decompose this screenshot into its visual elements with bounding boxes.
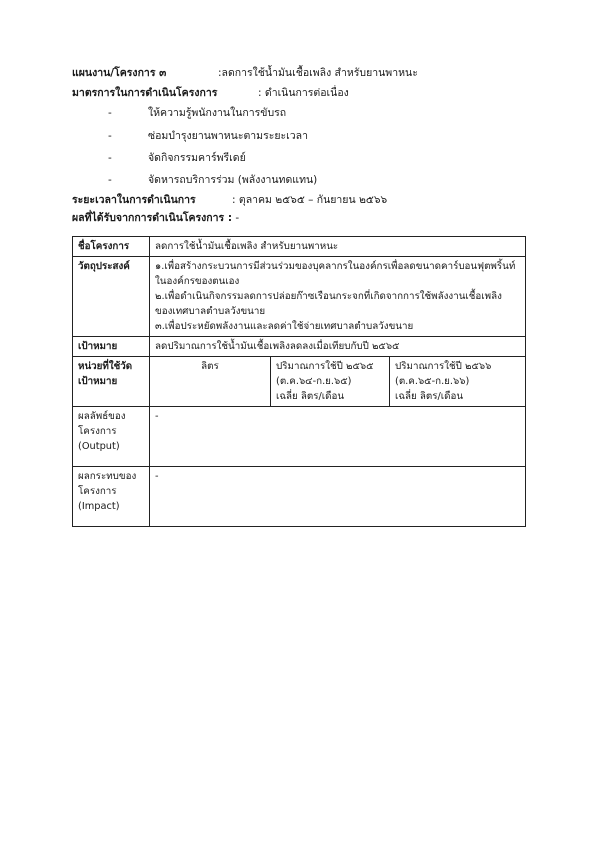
table-row: [73, 257, 526, 337]
bullet-dash: -: [108, 174, 112, 186]
measures-label: มาตรการในการดำเนินโครงการ: [72, 87, 218, 99]
unit-label: [73, 357, 150, 407]
bullet-item: [108, 104, 286, 121]
target-label: เป้าหมาย: [73, 337, 150, 357]
impact-label-line: ผลกระทบของ: [78, 471, 137, 482]
bullet-text: จัดกิจกรรมคาร์พรีเดย์: [148, 152, 246, 164]
objective-line: ในองค์กรของตนเอง: [155, 276, 240, 287]
objective-value: [150, 257, 526, 337]
usage-line: ปริมาณการใช้ปี ๒๕๖๖: [395, 361, 492, 372]
table-row: [73, 467, 526, 527]
table-row: [73, 337, 526, 357]
objective-line: ๑.เพื่อสร้างกระบวนการมีส่วนร่วมของบุคลากรในองค์กรเพื่อลดขนาดคาร์บอนฟุตพริ้นท์: [155, 261, 516, 272]
output-label-line: โครงการ: [78, 426, 117, 437]
impact-value: -: [150, 467, 526, 527]
bullet-item: [108, 149, 246, 166]
table-row: [73, 237, 526, 257]
table-row: [73, 357, 526, 407]
objective-label: วัตถุประสงค์: [73, 257, 150, 337]
usage-line: (ต.ค.๖๔-ก.ย.๖๕): [276, 376, 352, 387]
output-label: [73, 407, 150, 467]
output-label-line: (Output): [78, 441, 120, 452]
period-label: ระยะเวลาในการดำเนินการ: [72, 194, 196, 206]
bullet-dash: -: [108, 107, 112, 119]
bullet-dash: -: [108, 152, 112, 164]
unit-value: ลิตร: [150, 357, 271, 407]
unit-label-line: เป้าหมาย: [78, 376, 118, 387]
impact-label-line: โครงการ: [78, 486, 117, 497]
bullet-item: [108, 171, 317, 188]
unit-label-line: หน่วยที่ใช้วัด: [78, 361, 133, 372]
bullet-text: ซ่อมบำรุงยานพาหนะตามระยะเวลา: [148, 130, 308, 142]
project-table: [72, 236, 526, 527]
bullet-item: [108, 127, 308, 144]
plan-value: :ลดการใช้น้ำมันเชื้อเพลิง สำหรับยานพาหนะ: [218, 67, 418, 79]
target-value: ลดปริมาณการใช้น้ำมันเชื้อเพลิงลดลงเมื่อเทียบกับปี ๒๕๖๕: [150, 337, 526, 357]
objective-line: ๒.เพื่อดำเนินกิจกรรมลดการปล่อยก๊าซเรือนกระจกที่เกิดจากการใช้พลังงานเชื้อเพลิง: [155, 291, 502, 302]
bullet-text: ให้ความรู้พนักงานในการขับรถ: [148, 107, 287, 119]
impact-label-line: (Impact): [78, 501, 120, 512]
bullet-dash: -: [108, 130, 112, 142]
measures-value: : ดำเนินการต่อเนื่อง: [258, 87, 349, 99]
results-value: -: [235, 212, 240, 224]
table-row: [73, 407, 526, 467]
usage-line: เฉลี่ย ลิตร/เดือน: [276, 391, 345, 402]
usage-line: เฉลี่ย ลิตร/เดือน: [395, 391, 464, 402]
results-line: [72, 209, 239, 226]
usage-line: (ต.ค.๖๕-ก.ย.๖๖): [395, 376, 470, 387]
output-value: -: [150, 407, 526, 467]
bullet-text: จัดหารถบริการร่วม (พลังงานทดแทน): [148, 174, 318, 186]
period-value: : ตุลาคม ๒๕๖๕ – กันยายน ๒๕๖๖: [232, 194, 388, 206]
results-label: ผลที่ได้รับจากการดำเนินโครงการ :: [72, 212, 233, 224]
usage-line: ปริมาณการใช้ปี ๒๕๖๕: [276, 361, 374, 372]
output-label-line: ผลลัพธ์ของ: [78, 411, 126, 422]
project-name-value: ลดการใช้น้ำมันเชื้อเพลิง สำหรับยานพาหนะ: [150, 237, 526, 257]
objective-line: ๓.เพื่อประหยัดพลังงานและลดค่าใช้จ่ายเทศบาลตำบลวังขนาย: [155, 321, 414, 332]
usage-2565-cell: [271, 357, 390, 407]
impact-label: [73, 467, 150, 527]
plan-label: แผนงาน/โครงการ ๓: [72, 67, 167, 79]
objective-line: ของเทศบาลตำบลวังขนาย: [155, 306, 266, 317]
project-name-label: ชื่อโครงการ: [73, 237, 150, 257]
usage-2566-cell: [390, 357, 526, 407]
